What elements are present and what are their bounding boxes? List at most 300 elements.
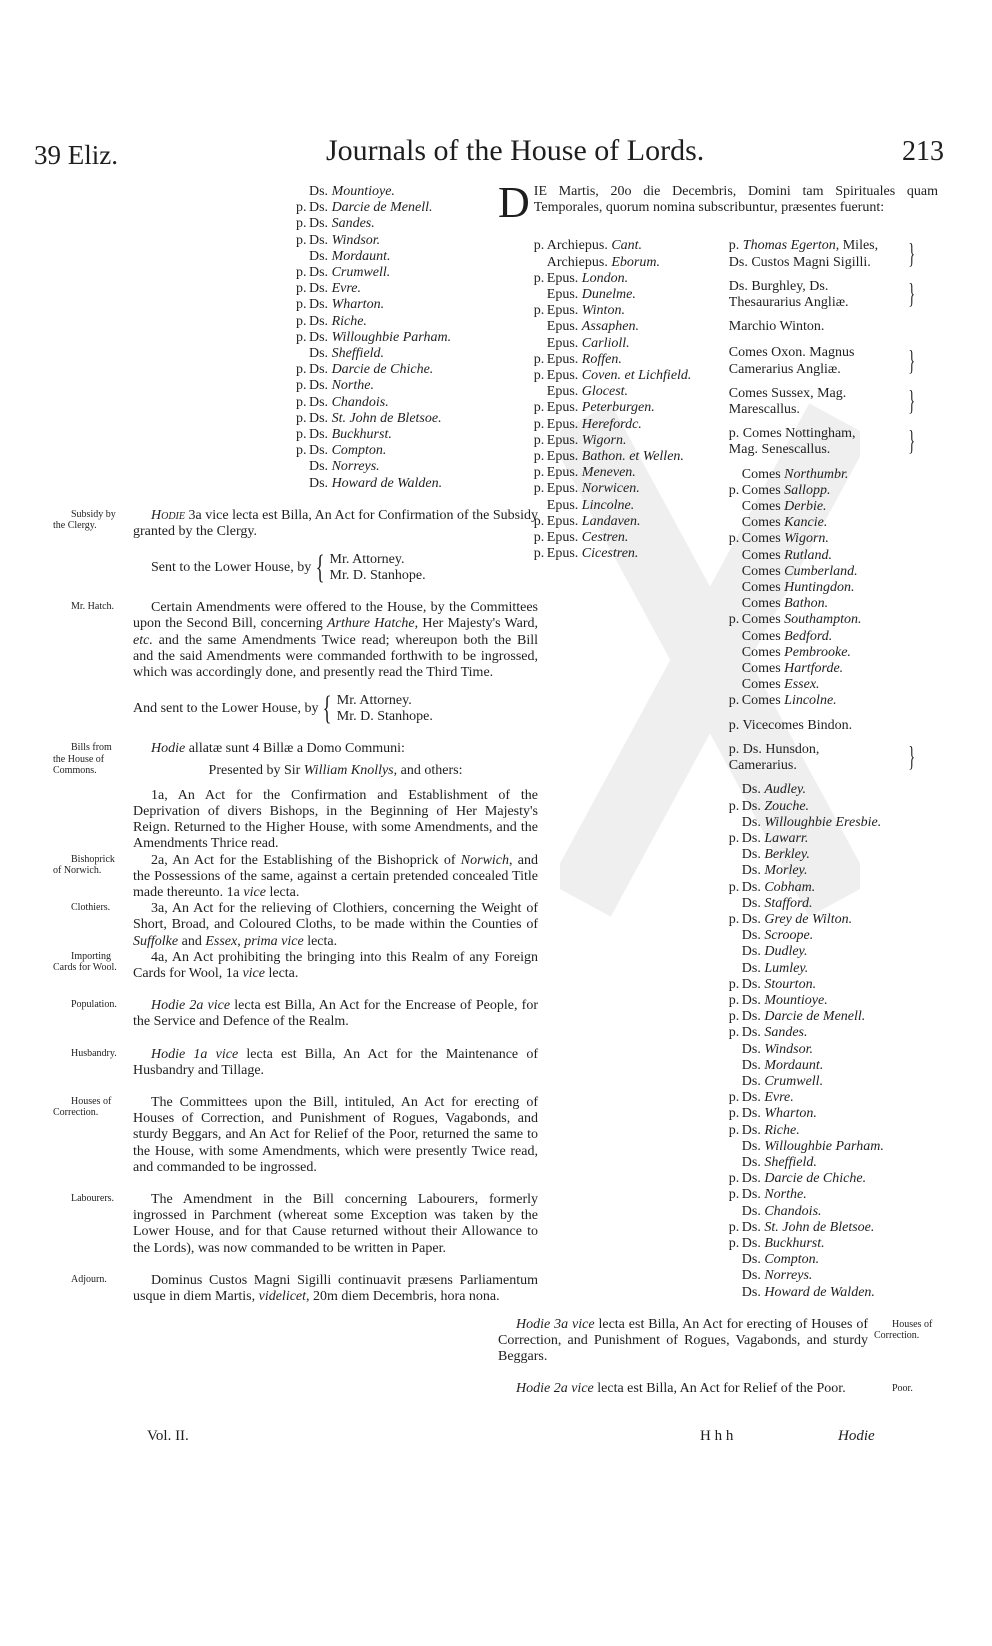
margin-note: Clothiers. xyxy=(71,902,111,914)
lord-entry xyxy=(729,1285,919,1301)
entry-text: lecta est Billa, An Act for erecting of Houses of Correction, and Punishment of Rogues, Vagabonds, and sturdy Beggars. xyxy=(498,1316,868,1365)
lord-place: Stourton. xyxy=(764,976,817,992)
presence-mark xyxy=(729,499,742,515)
lord-name xyxy=(547,336,630,352)
entry-lead: Hodie 2a vice xyxy=(151,998,231,1014)
entry-text: lecta. xyxy=(264,965,299,981)
lord-name xyxy=(742,661,843,677)
lord-name xyxy=(742,896,813,912)
lord-place: Grey de Wilton. xyxy=(764,911,853,927)
presence-mark: p. xyxy=(728,1171,740,1187)
lord-name xyxy=(547,384,628,400)
lord-name xyxy=(742,928,813,944)
entry-name: Arthure Hatche xyxy=(326,616,415,632)
lord-name xyxy=(742,483,831,499)
lord-name xyxy=(547,465,636,481)
presence-mark xyxy=(296,476,309,492)
lord-title: Ds. xyxy=(741,879,765,895)
lord-place: Eborum. xyxy=(611,254,660,270)
lord-title: Ds. xyxy=(309,475,332,491)
lord-place: Windsor. xyxy=(764,1041,813,1057)
lord-place: Herefordc. xyxy=(581,416,642,432)
presence-mark: p. xyxy=(296,265,307,281)
lord-place: Audley. xyxy=(764,782,806,798)
entry-hatch xyxy=(71,600,538,681)
presence-mark xyxy=(534,287,547,303)
lord-place: Coven. et Lichfield. xyxy=(581,368,692,384)
lord-title: Ds. xyxy=(309,265,332,281)
lord-title: Comes xyxy=(741,612,785,628)
lord-entry xyxy=(729,831,919,847)
presence-mark xyxy=(729,1155,742,1171)
lord-entry xyxy=(729,1220,919,1236)
lord-entry xyxy=(729,548,919,564)
lord-name xyxy=(309,216,375,232)
lord-name xyxy=(742,799,809,815)
lord-entry xyxy=(729,1025,919,1041)
presence-mark: p. xyxy=(296,216,307,232)
lord-name xyxy=(742,1090,794,1106)
lord-title: Ds. xyxy=(309,459,332,475)
entry-husbandry xyxy=(71,1046,539,1079)
lord-entry xyxy=(729,515,919,531)
lord-title: Epus. xyxy=(546,530,582,546)
margin-note: Houses of Correction. xyxy=(53,1095,112,1119)
lord-title: Ds. xyxy=(741,1122,765,1138)
earls-list xyxy=(729,467,919,710)
lord-entry xyxy=(534,417,729,433)
margin-note: Bishoprick of Norwich. xyxy=(53,853,115,876)
officer-treasurer xyxy=(729,279,919,311)
signature-mark: H h h xyxy=(700,1428,734,1444)
presence-mark: p. xyxy=(296,313,307,329)
lord-place: Mountioye. xyxy=(764,992,828,1008)
lord-name xyxy=(547,481,640,497)
lord-entry xyxy=(729,1106,919,1122)
entry-text: 3a vice lecta est Billa, An Act for Confirmation of the Subsidy granted by the Clergy. xyxy=(133,507,538,540)
lord-name xyxy=(309,249,391,265)
sent-to-lower-house xyxy=(151,549,538,587)
entry-name: Norwich xyxy=(460,852,510,868)
officer-text xyxy=(729,426,885,458)
lord-name xyxy=(309,346,384,362)
lord-name xyxy=(547,417,642,433)
messenger: Mr. D. Stanhope. xyxy=(336,709,433,725)
presence-mark xyxy=(729,596,742,612)
presence-mark xyxy=(729,515,742,531)
left-column xyxy=(53,178,539,1305)
lord-entry xyxy=(534,271,729,287)
lord-title: Ds. xyxy=(741,1187,765,1203)
lord-title: Epus. xyxy=(546,400,582,416)
lord-title: Ds. xyxy=(309,200,332,216)
lord-name xyxy=(742,467,849,483)
lord-name xyxy=(742,1106,817,1122)
presence-mark: p. xyxy=(728,1009,740,1025)
lord-place: Sandes. xyxy=(331,216,375,232)
margin-note: Subsidy by the Clergy. xyxy=(53,508,116,532)
viscount: p. Vicecomes Bindon. xyxy=(728,717,853,733)
lord-name xyxy=(742,1123,800,1139)
lord-name xyxy=(547,449,684,465)
presence-mark xyxy=(729,580,742,596)
lord-place: Meneven. xyxy=(581,465,636,481)
lord-name xyxy=(547,352,622,368)
lord-place: Mountioye. xyxy=(331,184,395,199)
lord-title: Ds. xyxy=(741,1235,765,1251)
entry-text: etc. xyxy=(133,632,153,648)
presence-mark: p. xyxy=(296,427,307,443)
margin-note: Bills from the House of Commons. xyxy=(53,742,112,777)
lord-entry xyxy=(534,498,729,514)
lord-title: Epus. xyxy=(546,416,582,432)
brace-icon: { xyxy=(315,549,325,587)
presence-mark xyxy=(729,961,742,977)
lord-title: Ds. xyxy=(309,362,332,378)
earl-office-entry xyxy=(729,426,919,458)
presence-mark xyxy=(296,184,309,200)
lord-title: Ds. xyxy=(741,1154,765,1170)
lord-place: Kancie. xyxy=(784,515,828,531)
lord-entry xyxy=(729,928,919,944)
lord-name xyxy=(742,548,832,564)
lord-place: Cicestren. xyxy=(581,546,639,562)
lord-title: Ds. xyxy=(741,960,765,976)
lord-title: Ds. xyxy=(741,863,765,879)
lord-place: St. John de Bletsoe. xyxy=(764,1219,875,1235)
lord-name xyxy=(309,443,386,459)
lord-name xyxy=(742,1187,807,1203)
lord-place: Howard de Walden. xyxy=(764,1284,875,1300)
lord-title: Ds. xyxy=(741,1219,765,1235)
lord-entry xyxy=(729,799,919,815)
lord-name xyxy=(742,1236,825,1252)
entry-subsidy xyxy=(53,507,538,540)
lord-title: Ds. xyxy=(741,1106,765,1122)
lord-place: Willoughbie Parham. xyxy=(764,1138,884,1154)
lord-name xyxy=(547,368,692,384)
lord-place: Cant. xyxy=(611,238,643,254)
lord-name xyxy=(742,1058,824,1074)
entry-name: Essex xyxy=(205,933,238,949)
lord-name xyxy=(547,546,639,562)
entry-text: , and the Possessions of the same, against a certain pretended concealed Title made thereunto. 1a xyxy=(133,852,539,900)
lord-title: Ds. xyxy=(741,1171,765,1187)
lord-title: Ds. xyxy=(309,297,332,313)
entry-text: Presented by Sir xyxy=(208,763,304,779)
volume-footer: Vol. II. xyxy=(147,1428,189,1444)
lord-entry xyxy=(534,400,729,416)
lord-place: Norreys. xyxy=(764,1268,813,1284)
lord-place: Sheffield. xyxy=(764,1154,817,1170)
lord-entry xyxy=(729,677,919,693)
lord-place: Willoughbie Eresbie. xyxy=(764,814,882,830)
lord-entry xyxy=(729,1236,919,1252)
officer-name: Thomas Egerton xyxy=(742,238,836,254)
presence-mark: p. xyxy=(728,1090,740,1106)
lord-title: Comes xyxy=(741,677,785,693)
lord-title: Comes xyxy=(741,547,785,563)
officer-keeper xyxy=(729,238,919,270)
presence-mark: p. xyxy=(296,362,307,378)
presence-mark: p. xyxy=(533,432,545,448)
lord-entry xyxy=(534,319,729,335)
lord-name xyxy=(742,1009,866,1025)
presence-mark: p. xyxy=(533,238,545,254)
lord-entry xyxy=(729,961,919,977)
entry-name: William Knollys xyxy=(303,763,394,779)
entry-text: , and others: xyxy=(393,763,463,779)
presence-mark xyxy=(296,459,309,475)
presence-mark: p. xyxy=(728,426,740,442)
brace-icon: } xyxy=(908,278,916,310)
presence-mark: p. xyxy=(533,270,545,286)
lord-name xyxy=(742,847,810,863)
lord-name xyxy=(309,314,367,330)
lord-title: Ds. xyxy=(309,427,332,443)
lord-entry xyxy=(729,944,919,960)
entry-text: lecta. xyxy=(265,884,300,900)
lord-place: Roffen. xyxy=(581,351,622,367)
presence-mark: p. xyxy=(296,232,307,248)
lord-entry xyxy=(534,303,729,319)
lord-entry xyxy=(534,481,729,497)
lord-name xyxy=(309,281,361,297)
lord-place: Lincolne. xyxy=(784,693,837,709)
lord-title: Ds. xyxy=(741,944,765,960)
lord-entry xyxy=(534,433,729,449)
presence-mark: p. xyxy=(533,530,545,546)
lord-entry xyxy=(729,1204,919,1220)
lord-entry xyxy=(729,1009,919,1025)
lord-name xyxy=(742,1042,813,1058)
earl-officers xyxy=(729,345,919,458)
presence-mark xyxy=(729,1074,742,1090)
lord-name xyxy=(742,1285,875,1301)
lord-entry xyxy=(534,238,729,254)
margin-note: Importing Cards for Wool. xyxy=(53,950,117,974)
presence-mark xyxy=(729,944,742,960)
lord-name xyxy=(742,880,816,896)
lord-name xyxy=(742,863,808,879)
officer-title: Comes Nottingham, Mag. Senescallus. xyxy=(728,426,856,458)
lord-title: Archiepus. xyxy=(546,238,612,254)
lord-title: Ds. xyxy=(309,410,332,426)
lord-entry xyxy=(729,1074,919,1090)
lord-title: Epus. xyxy=(546,351,582,367)
lord-place: Peterburgen. xyxy=(581,400,655,416)
lord-name xyxy=(547,514,641,530)
presence-mark xyxy=(729,815,742,831)
earl-office-entry xyxy=(729,345,919,377)
presence-mark xyxy=(729,896,742,912)
lord-place: Bedford. xyxy=(784,628,833,644)
lord-entry xyxy=(729,782,919,798)
lord-name xyxy=(547,498,635,514)
presence-mark: p. xyxy=(533,416,545,432)
entry-text: lecta est Billa, An Act for the Maintenance of Husbandry and Tillage. xyxy=(133,1046,539,1078)
presence-mark: p. xyxy=(296,329,307,345)
presence-mark: p. xyxy=(296,410,307,426)
lord-place: Wharton. xyxy=(764,1106,817,1122)
lord-place: Norwicen. xyxy=(581,481,640,497)
lord-entry xyxy=(729,863,919,879)
lord-name xyxy=(547,303,625,319)
presence-mark: p. xyxy=(728,992,740,1008)
lord-title: Ds. xyxy=(309,378,332,394)
officer-text: Ds. Burghley, Ds. Thesaurarius Angliæ. xyxy=(728,278,849,311)
lord-title: Ds. xyxy=(309,329,332,345)
lord-place: Carlioll. xyxy=(581,335,630,351)
lord-entry xyxy=(729,629,919,645)
lord-title: Ds. xyxy=(309,313,332,329)
lord-name xyxy=(742,1139,884,1155)
lord-title: Epus. xyxy=(546,319,582,335)
entry-text: and the same Amendments Twice read; whereupon both the Bill and the said Amendments were commanded forthwith to be ingrossed, which was accordingly done, and presently read the Third Time. xyxy=(133,632,538,681)
sent-label: And sent to the Lower House, by xyxy=(133,701,319,717)
lord-place: Landaven. xyxy=(581,513,641,529)
lord-name xyxy=(547,287,636,303)
brace-icon: } xyxy=(908,426,916,458)
lord-place: Bathon. xyxy=(784,596,829,612)
earl-office-entry xyxy=(729,386,919,418)
lord-title: Comes xyxy=(741,693,785,709)
lord-title: Comes xyxy=(741,661,785,677)
lord-name xyxy=(742,1252,819,1268)
presence-mark xyxy=(729,661,742,677)
presence-mark: p. xyxy=(296,297,307,313)
lord-name xyxy=(742,1155,817,1171)
lord-entry xyxy=(534,287,729,303)
lord-place: Compton. xyxy=(764,1252,820,1268)
lord-name xyxy=(742,693,837,709)
entry-text: lecta est Billa, An Act for Relief of the Poor. xyxy=(593,1381,846,1397)
lord-title: Ds. xyxy=(741,1252,765,1268)
lord-entry xyxy=(729,993,919,1009)
lord-entry xyxy=(729,467,919,483)
lord-entry xyxy=(729,912,919,928)
entry-text: allatæ sunt 4 Billæ a Domo Communi: xyxy=(185,741,405,757)
lord-entry xyxy=(729,1090,919,1106)
page-title: Journals of the House of Lords. xyxy=(326,134,705,167)
presence-mark xyxy=(729,782,742,798)
lord-title: Epus. xyxy=(546,335,582,351)
lord-place: Stafford. xyxy=(764,895,813,911)
lord-title: Ds. xyxy=(309,281,332,297)
presence-mark xyxy=(729,1139,742,1155)
lord-place: Wigorn. xyxy=(581,432,627,448)
entry-correction xyxy=(53,1094,538,1176)
lord-name xyxy=(742,1204,822,1220)
entry-text: Certain Amendments were offered to the House, by the Committees upon the Second Bill, concerning xyxy=(133,600,538,632)
marquess: Marchio Winton. xyxy=(728,319,825,335)
presence-mark: p. xyxy=(728,612,740,628)
lord-title: Ds. xyxy=(741,1073,765,1089)
lord-entry xyxy=(534,546,729,562)
presence-mark xyxy=(729,645,742,661)
lord-title: Comes xyxy=(741,515,785,531)
lord-name xyxy=(742,1220,875,1236)
lord-title: Ds. xyxy=(741,895,765,911)
lord-place: Hartforde. xyxy=(784,661,844,677)
margin-note: Husbandry. xyxy=(71,1047,117,1059)
presence-mark: p. xyxy=(728,1219,740,1235)
bill-1 xyxy=(133,788,538,853)
lord-place: Mordaunt. xyxy=(331,248,391,264)
lord-title: Comes xyxy=(741,596,785,612)
presence-mark xyxy=(534,319,547,335)
session-intro xyxy=(498,178,938,227)
lord-name xyxy=(309,265,390,281)
lord-place: Southampton. xyxy=(784,612,862,628)
lord-name xyxy=(742,944,808,960)
entry-text: , xyxy=(237,933,245,949)
lord-name xyxy=(742,596,828,612)
lord-name xyxy=(742,564,858,580)
lord-place: Huntingdon. xyxy=(784,580,855,596)
presence-mark: p. xyxy=(728,482,740,498)
lord-place: Glocest. xyxy=(581,384,629,400)
officer-chamberlain xyxy=(729,742,919,774)
lord-title: Comes xyxy=(741,580,785,596)
presence-mark: p. xyxy=(728,1235,740,1251)
lord-entry xyxy=(729,1268,919,1284)
lord-title: Ds. xyxy=(741,814,765,830)
presence-mark: p. xyxy=(728,879,740,895)
presence-mark xyxy=(534,336,547,352)
lord-place: Wharton. xyxy=(331,297,385,313)
officer-title: Comes Oxon. Magnus Camerarius Angliæ. xyxy=(728,345,855,377)
entry-text: lecta. xyxy=(303,933,338,949)
lord-name xyxy=(547,319,639,335)
lord-title: Ds. xyxy=(741,976,765,992)
presence-mark xyxy=(729,928,742,944)
messengers xyxy=(330,552,426,584)
presence-mark xyxy=(729,1268,742,1284)
lord-title: Comes xyxy=(741,563,785,579)
entry-name: Suffolke xyxy=(133,933,179,949)
lord-entry xyxy=(729,564,919,580)
lord-title: Ds. xyxy=(741,1041,765,1057)
entry-poor xyxy=(498,1381,913,1397)
entry-lead: Hodie xyxy=(151,507,185,523)
lord-title: Archiepus. xyxy=(546,254,612,270)
lord-name xyxy=(742,580,855,596)
lord-place: Scroope. xyxy=(764,928,814,944)
lord-name xyxy=(742,1074,823,1090)
presence-mark xyxy=(729,847,742,863)
lord-entry xyxy=(729,483,919,499)
entry-text: The Committees upon the Bill, intituled, An Act for erecting of Houses of Correction, and Punishment of Rogues, Vagabonds, and sturdy Beggars, and An Act for Relief of the Poor, returned the same to the House, with some Amendments, which were presently Twice read, and commanded to be ingrossed. xyxy=(133,1094,538,1175)
lord-title: Ds. xyxy=(741,798,765,814)
lord-name xyxy=(309,459,380,475)
entry-text: , Her Majesty's Ward, xyxy=(414,616,538,632)
lord-name xyxy=(742,782,806,798)
presence-mark xyxy=(729,1285,742,1301)
entry-text: 1a, An Act for the Confirmation and Establishment of the Deprivation of divers Bishops, in the Beginning of Her Majesty's Reign. Returned to the Higher House, with some Amendments, and the Amendments Thrice read. xyxy=(133,787,538,852)
presence-mark: p. xyxy=(728,830,740,846)
lord-title: Ds. xyxy=(309,248,332,264)
lord-title: Epus. xyxy=(546,481,582,497)
margin-note: Adjourn. xyxy=(71,1273,107,1285)
lord-place: Evre. xyxy=(331,281,361,297)
lord-name xyxy=(547,433,627,449)
brace-icon: { xyxy=(323,690,333,728)
lord-entry xyxy=(729,815,919,831)
lord-entry xyxy=(729,896,919,912)
lord-entry xyxy=(729,847,919,863)
presence-mark: p. xyxy=(728,1106,740,1122)
